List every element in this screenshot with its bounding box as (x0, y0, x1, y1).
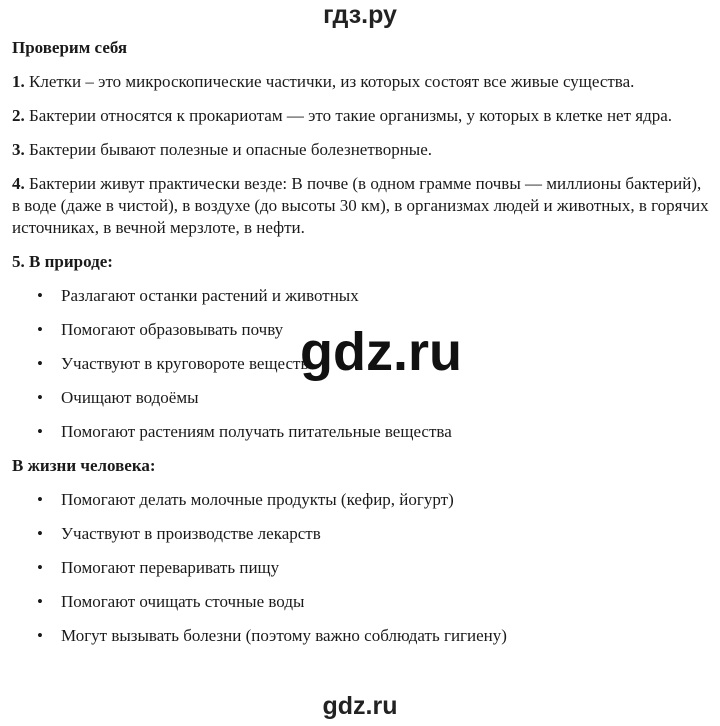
bullet-icon: • (37, 626, 43, 645)
nature-heading: 5. В природе: (12, 252, 113, 271)
answer-text: Бактерии относятся к прокариотам — это такие организмы, у которых в клетке нет ядра. (29, 106, 673, 125)
site-footer: gdz.ru (322, 692, 398, 720)
answer-number: 2. (12, 106, 25, 125)
bullet-icon: • (37, 388, 43, 407)
list-item (12, 523, 712, 545)
bullet-icon: • (37, 490, 43, 509)
answer-text: Бактерии бывают полезные и опасные болезнетворные. (29, 140, 433, 159)
list-item-text: Очищают водоёмы (61, 388, 199, 407)
answer-number: 1. (12, 72, 25, 91)
section-title: Проверим себя (12, 38, 128, 57)
list-item-text: Участвуют в производстве лекарств (61, 524, 321, 543)
list-item-text: Помогают растениям получать питательные вещества (61, 422, 452, 441)
list-item (12, 285, 712, 307)
answer-2 (12, 105, 712, 127)
bullet-icon: • (37, 592, 43, 611)
list-item-text: Помогают делать молочные продукты (кефир, йогурт) (61, 490, 454, 509)
list-item-text: Помогают образовывать почву (61, 320, 284, 339)
bullet-icon: • (37, 524, 43, 543)
list-item-text: Участвуют в круговороте веществ (61, 354, 309, 373)
answer-4 (12, 173, 712, 239)
list-item-text: Помогают переваривать пищу (61, 558, 280, 577)
answer-3 (12, 139, 712, 161)
watermark: gdz.ru (300, 322, 462, 382)
list-item (12, 625, 712, 647)
list-item (12, 421, 712, 443)
bullet-icon: • (37, 558, 43, 577)
list-item-text: Могут вызывать болезни (поэтому важно соблюдать гигиену) (61, 626, 507, 645)
human-life-list (12, 489, 712, 647)
bullet-icon: • (37, 354, 43, 373)
list-item-text: Помогают очищать сточные воды (61, 592, 305, 611)
list-item (12, 387, 712, 409)
answer-number: 3. (12, 140, 25, 159)
site-header: гдз.ру (323, 1, 397, 29)
bullet-icon: • (37, 286, 43, 305)
answer-1 (12, 71, 712, 93)
answer-text: Клетки – это микроскопические частички, из которых состоят все живые существа. (29, 72, 635, 91)
human-life-heading: В жизни человека: (12, 456, 156, 475)
list-item (12, 557, 712, 579)
answer-text: Бактерии живут практически везде: В почве (в одном грамме почвы — миллионы бактерий), в воде (даже в чистой), в воздухе (до высоты 30 км), в организмах людей и животных, в горячих источниках, в вечной мерзлоте, в нефти. (12, 174, 709, 237)
answer-number: 4. (12, 174, 25, 193)
list-item (12, 591, 712, 613)
bullet-icon: • (37, 422, 43, 441)
bullet-icon: • (37, 320, 43, 339)
list-item (12, 489, 712, 511)
list-item-text: Разлагают останки растений и животных (61, 286, 359, 305)
